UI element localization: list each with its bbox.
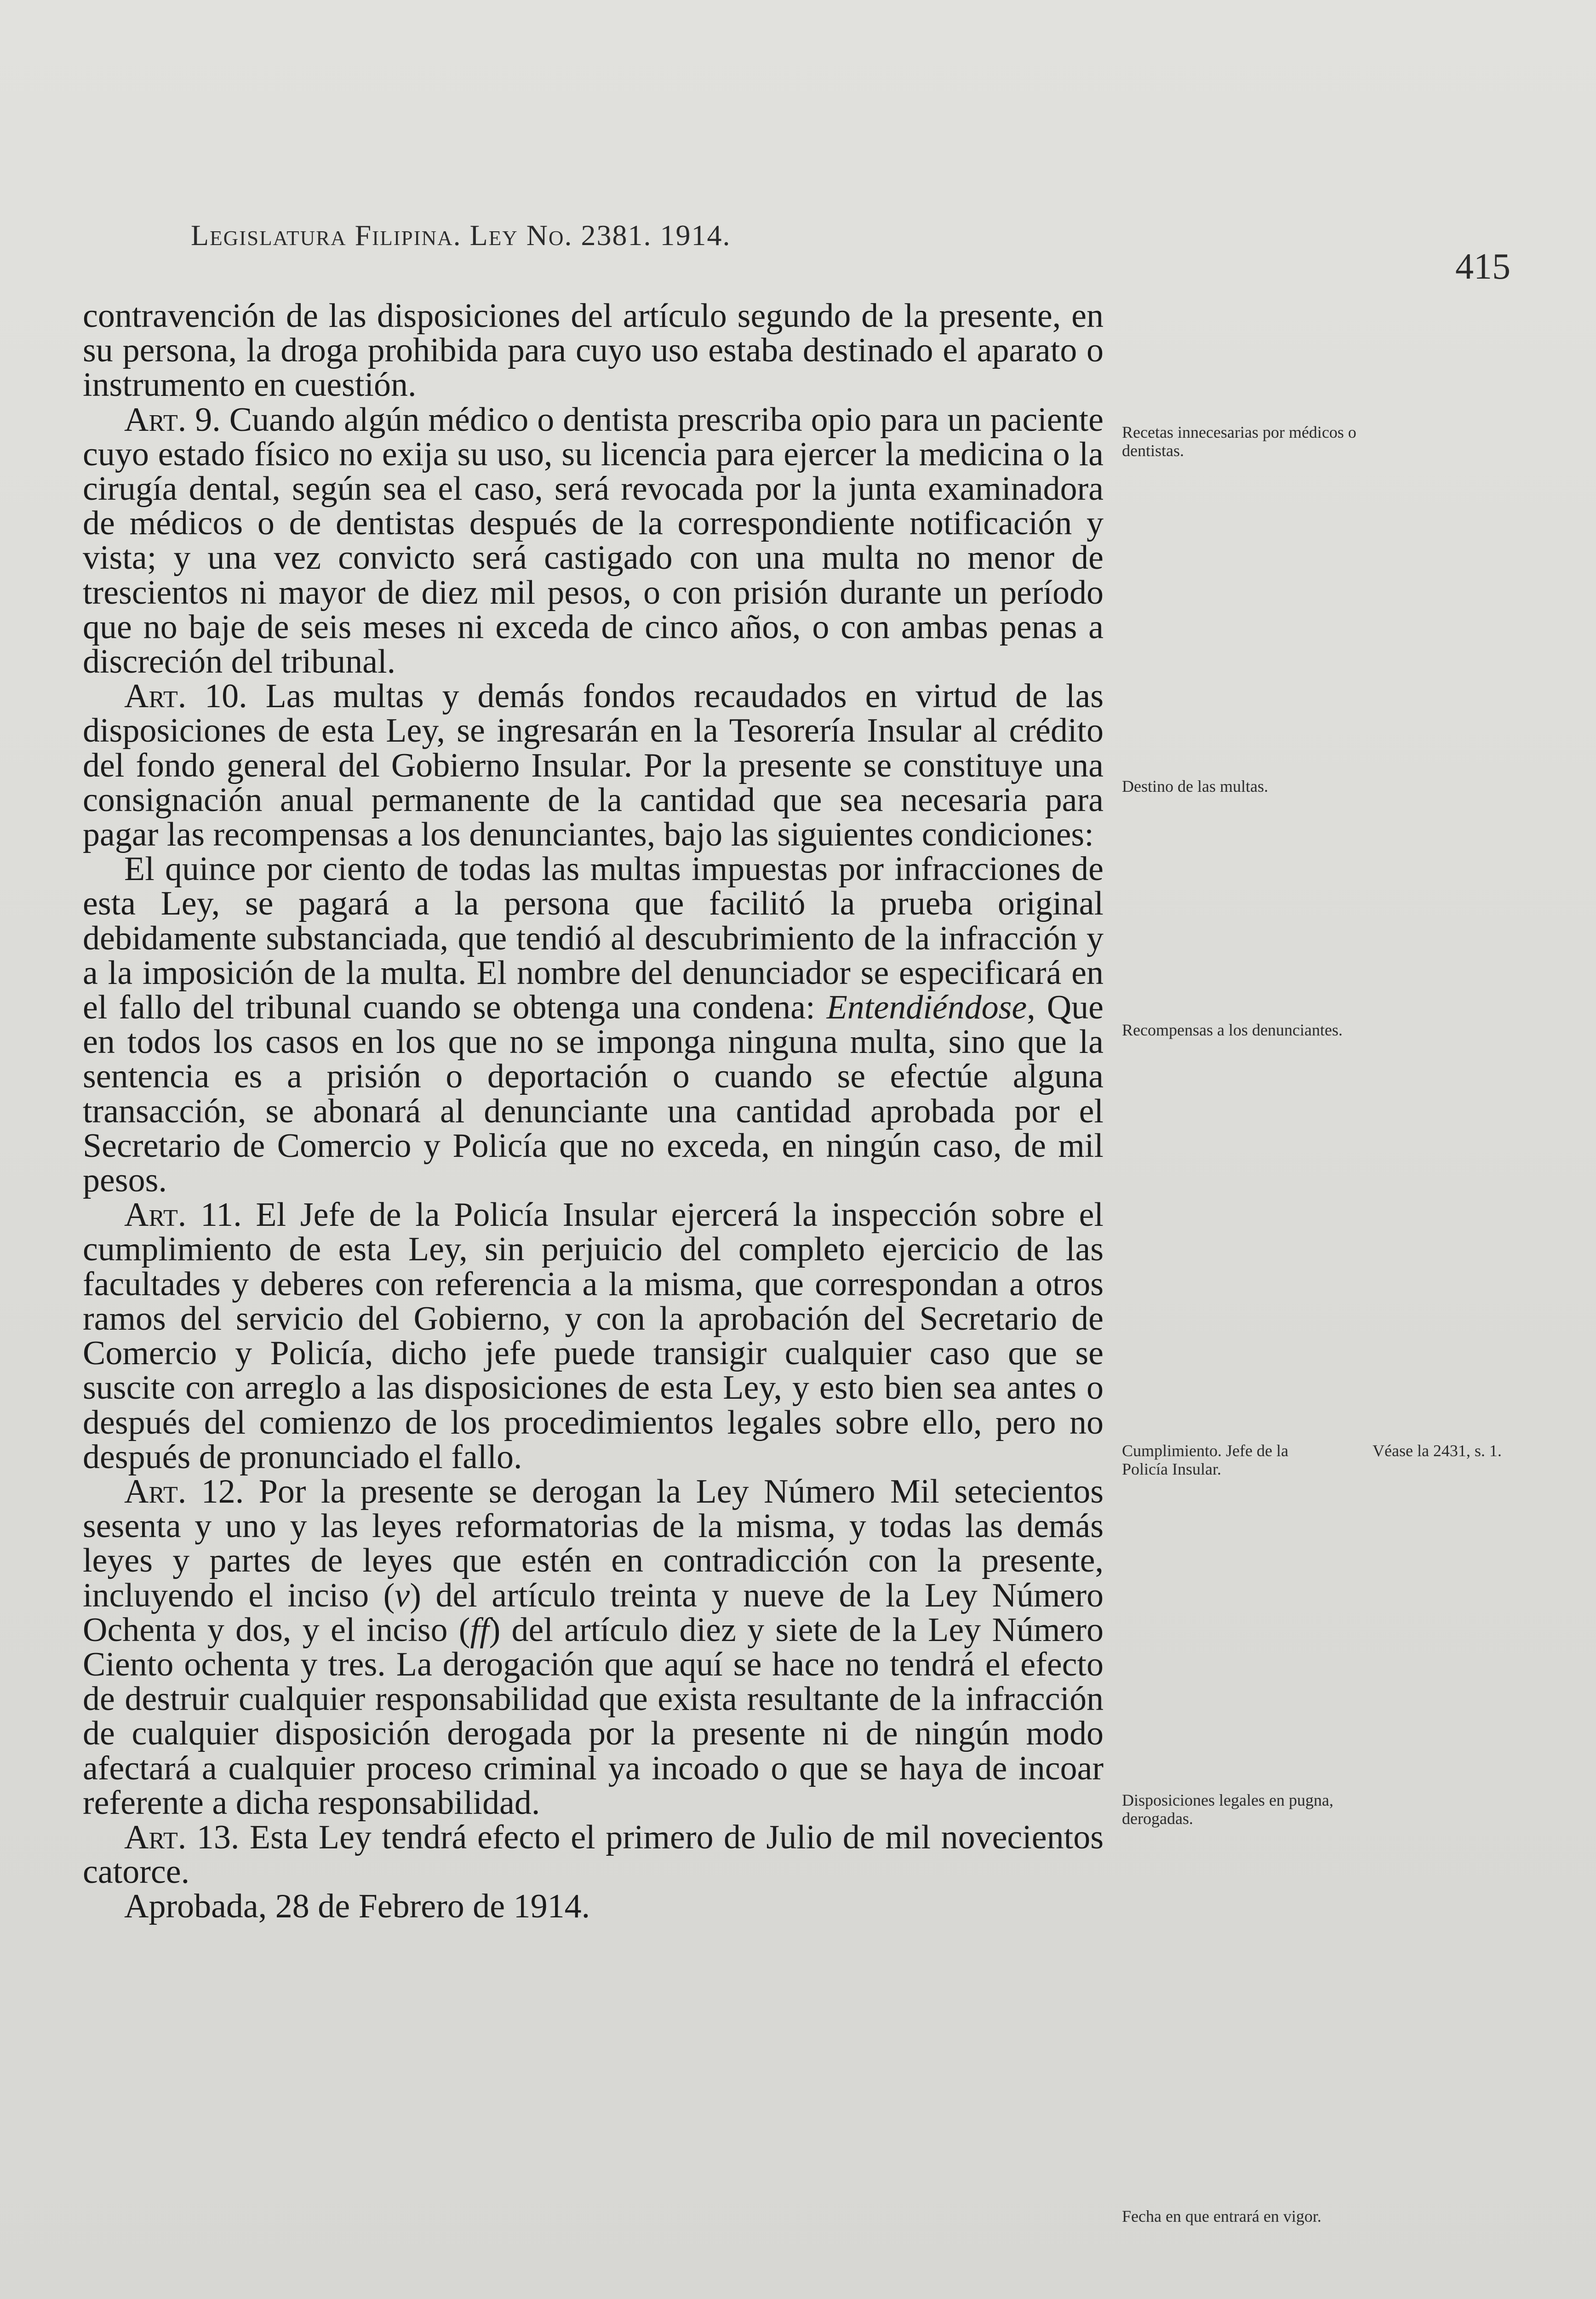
paragraph-text: Esta Ley tendrá efecto el primero de Julio de mil novecientos catorce. <box>83 1818 1104 1891</box>
article-number: Art. 13. <box>124 1818 240 1856</box>
article-number: Art. 9. <box>124 400 221 439</box>
paragraph-text: Por la presente se derogan la Ley Número Mil setecientos sesenta y uno y las leyes reformatorias de la misma, y todas las demás leyes y partes de leyes que estén en contradicción con la presente, incluyendo el inciso ( <box>83 1472 1104 1614</box>
margin-note-recompensas: Recompensas a los denunciantes. <box>1122 1021 1343 1039</box>
paragraph-art-13 <box>83 1820 1104 1889</box>
paragraph-text: ) del artículo diez y siete de la Ley Número Ciento ochenta y tres. La derogación que aquí se hace no tendrá el efecto de destruir cualquier responsabilidad que exista resultante de la infracción de cualquier disposición derogada por la presente ni de ningún modo afectará a cualquier proceso criminal ya incoado o que se haya de incoar referente a dicha responsabilidad. <box>83 1611 1104 1822</box>
article-number: Art. 11. <box>124 1196 242 1234</box>
margin-note-cumplimiento: Cumplimiento. Jefe de la Policía Insular. <box>1122 1441 1288 1478</box>
paragraph-text: , Que en todos los casos en los que no se imponga ninguna multa, sino que la sentencia es a prisión o deportación o cuando se efectúe alguna transacción, se abonará al denunciante una cantidad aprobada por el Secretario de Comercio y Policía que no exceda, en ningún caso, de mil pesos. <box>83 989 1104 1200</box>
body-text <box>83 299 1104 1924</box>
paragraph-text: ) del artículo treinta y nueve de la Ley Número Ochenta y dos, y el inciso ( <box>83 1576 1104 1649</box>
margin-note-destino: Destino de las multas. <box>1122 777 1268 795</box>
paragraph-text: Las multas y demás fondos recaudados en virtud de las disposiciones de esta Ley, se ingresarán en la Tesorería Insular al crédito del fondo general del Gobierno Insular. Por la presente se constituye una consignación anual permanente de la cantidad que sea necesaria para pagar las recompensas a los denunciantes, bajo las siguientes condiciones: <box>83 677 1104 854</box>
paragraph-continuation <box>83 299 1104 403</box>
paragraph-art-11 <box>83 1198 1104 1475</box>
margin-note-recetas: Recetas innecesarias por médicos o dentistas. <box>1122 423 1356 460</box>
paragraph-reward-conditions <box>83 852 1104 1198</box>
italic-term: ff <box>470 1611 489 1649</box>
paragraph-text: contravención de las disposiciones del artículo segundo de la presente, en su persona, la droga prohibida para cuyo uso estaba destinado el aparato o instrumento en cuestión. <box>83 297 1104 404</box>
paragraph-art-10 <box>83 679 1104 852</box>
italic-term: Entendiéndose <box>826 989 1027 1027</box>
margin-note-fecha: Fecha en que entrará en vigor. <box>1122 2207 1321 2225</box>
page-number: 415 <box>1455 246 1510 287</box>
paragraph-art-12 <box>83 1472 1104 1822</box>
italic-term: v <box>395 1576 410 1614</box>
paragraph-text: El quince por ciento de todas las multas impuestas por infracciones de esta Ley, se pagará a la persona que facilitó la prueba original debidamente substanciada, que tendió al descubrimiento de la infracción y a la imposición de la multa. El nombre del denunciador se especificará en el fallo del tribunal cuando se obtenga una condena: <box>83 850 1104 1027</box>
paragraph-art-9 <box>83 400 1104 681</box>
article-number: Art. 10. <box>124 677 247 715</box>
margin-note-vease: Véase la 2431, s. 1. <box>1373 1441 1502 1460</box>
article-number: Art. 12. <box>124 1472 244 1510</box>
approval-text: Aprobada, 28 de Febrero de 1914. <box>124 1887 590 1926</box>
paragraph-text: Cuando algún médico o dentista prescriba opio para un paciente cuyo estado físico no exija su uso, su licencia para ejercer la medicina o la cirugía dental, según sea el caso, será revocada por la junta examinadora de médicos o de dentistas después de la correspondiente notificación y vista; y una vez convicto será castigado con una multa no menor de trescientos ni mayor de diez mil pesos, o con prisión durante un período que no baje de seis meses ni exceda de cinco años, o con ambas penas a discreción del tribunal. <box>83 400 1104 681</box>
running-header: Legislatura Filipina. Ley No. 2381. 1914. <box>191 219 731 252</box>
approval-line <box>83 1889 1104 1924</box>
paragraph-text: El Jefe de la Policía Insular ejercerá la inspección sobre el cumplimiento de esta Ley, sin perjuicio del completo ejercicio de las facultades y deberes con referencia a la misma, que correspondan a otros ramos del servicio del Gobierno, y con la aprobación del Secretario de Comercio y Policía, dicho jefe puede transigir cualquier caso que se suscite con arreglo a las disposiciones de esta Ley, y esto bien sea antes o después del comienzo de los procedimientos legales sobre ello, pero no después de pronunciado el fallo. <box>83 1196 1104 1476</box>
margin-note-disposiciones: Disposiciones legales en pugna, derogadas. <box>1122 1791 1333 1828</box>
